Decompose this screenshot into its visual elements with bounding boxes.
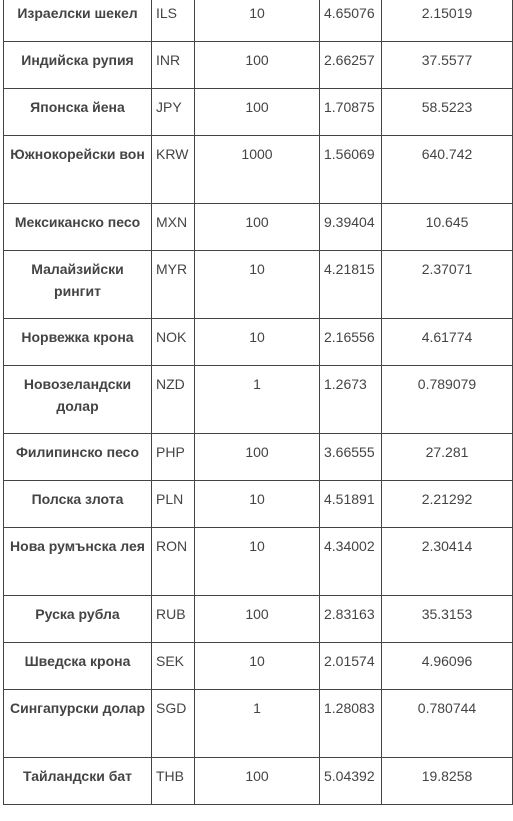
currency-name: Израелски шекел: [4, 0, 152, 42]
exchange-rate: 9.39404: [320, 204, 382, 251]
currency-units: 1: [195, 366, 320, 434]
table-row: [4, 89, 513, 136]
currency-code: PLN: [152, 481, 195, 528]
table-row: [4, 481, 513, 528]
exchange-rate: 4.34002: [320, 528, 382, 596]
currency-units: 10: [195, 481, 320, 528]
currency-code: JPY: [152, 89, 195, 136]
reverse-rate: 35.3153: [382, 596, 513, 643]
table-row: [4, 136, 513, 204]
currency-units: 100: [195, 434, 320, 481]
currency-name: Филипинско песо: [4, 434, 152, 481]
currency-units: 10: [195, 643, 320, 690]
exchange-rate: 1.56069: [320, 136, 382, 204]
exchange-rate: 2.16556: [320, 319, 382, 366]
reverse-rate: 2.37071: [382, 251, 513, 319]
currency-name: Руска рубла: [4, 596, 152, 643]
table-row: [4, 42, 513, 89]
currency-code: RON: [152, 528, 195, 596]
currency-code: NZD: [152, 366, 195, 434]
currency-units: 1: [195, 690, 320, 758]
currency-code: ILS: [152, 0, 195, 42]
table-row: [4, 690, 513, 758]
table-row: [4, 758, 513, 805]
reverse-rate: 37.5577: [382, 42, 513, 89]
currency-units: 10: [195, 528, 320, 596]
exchange-rate: 2.01574: [320, 643, 382, 690]
currency-units: 10: [195, 319, 320, 366]
currency-name: Малайзийски рингит: [4, 251, 152, 319]
reverse-rate: 19.8258: [382, 758, 513, 805]
reverse-rate: 0.780744: [382, 690, 513, 758]
exchange-rate: 4.51891: [320, 481, 382, 528]
exchange-rate: 4.21815: [320, 251, 382, 319]
currency-units: 10: [195, 0, 320, 42]
exchange-rate: 5.04392: [320, 758, 382, 805]
currency-code: PHP: [152, 434, 195, 481]
currency-name: Шведска крона: [4, 643, 152, 690]
currency-units: 100: [195, 42, 320, 89]
currency-code: MXN: [152, 204, 195, 251]
currency-code: SEK: [152, 643, 195, 690]
reverse-rate: 2.21292: [382, 481, 513, 528]
table-row: [4, 528, 513, 596]
currency-code: MYR: [152, 251, 195, 319]
currency-name: Тайландски бат: [4, 758, 152, 805]
exchange-rate: 2.66257: [320, 42, 382, 89]
table-row: [4, 0, 513, 42]
currency-units: 100: [195, 596, 320, 643]
reverse-rate: 4.96096: [382, 643, 513, 690]
table-row: [4, 319, 513, 366]
table-row: [4, 204, 513, 251]
exchange-rate: 2.83163: [320, 596, 382, 643]
currency-name: Полска злота: [4, 481, 152, 528]
currency-code: SGD: [152, 690, 195, 758]
currency-units: 100: [195, 758, 320, 805]
currency-units: 10: [195, 251, 320, 319]
currency-name: Японска йена: [4, 89, 152, 136]
table-row: [4, 596, 513, 643]
currency-name: Нова румънска лея: [4, 528, 152, 596]
exchange-rate: 1.2673: [320, 366, 382, 434]
currency-name: Южнокорейски вон: [4, 136, 152, 204]
currency-units: 100: [195, 89, 320, 136]
currency-name: Новозеландски долар: [4, 366, 152, 434]
reverse-rate: 2.15019: [382, 0, 513, 42]
currency-name: Сингапурски долар: [4, 690, 152, 758]
exchange-rates-table: [3, 0, 513, 805]
currency-name: Мексиканско песо: [4, 204, 152, 251]
reverse-rate: 2.30414: [382, 528, 513, 596]
exchange-rate: 4.65076: [320, 0, 382, 42]
table-row: [4, 643, 513, 690]
reverse-rate: 640.742: [382, 136, 513, 204]
exchange-rate: 1.70875: [320, 89, 382, 136]
table-row: [4, 366, 513, 434]
currency-units: 100: [195, 204, 320, 251]
table-row: [4, 434, 513, 481]
reverse-rate: 58.5223: [382, 89, 513, 136]
reverse-rate: 10.645: [382, 204, 513, 251]
table-row: [4, 251, 513, 319]
currency-code: THB: [152, 758, 195, 805]
currency-units: 1000: [195, 136, 320, 204]
currency-code: RUB: [152, 596, 195, 643]
currency-name: Индийска рупия: [4, 42, 152, 89]
reverse-rate: 0.789079: [382, 366, 513, 434]
reverse-rate: 27.281: [382, 434, 513, 481]
currency-code: NOK: [152, 319, 195, 366]
reverse-rate: 4.61774: [382, 319, 513, 366]
exchange-rate: 3.66555: [320, 434, 382, 481]
exchange-rate: 1.28083: [320, 690, 382, 758]
currency-name: Норвежка крона: [4, 319, 152, 366]
currency-code: INR: [152, 42, 195, 89]
currency-code: KRW: [152, 136, 195, 204]
